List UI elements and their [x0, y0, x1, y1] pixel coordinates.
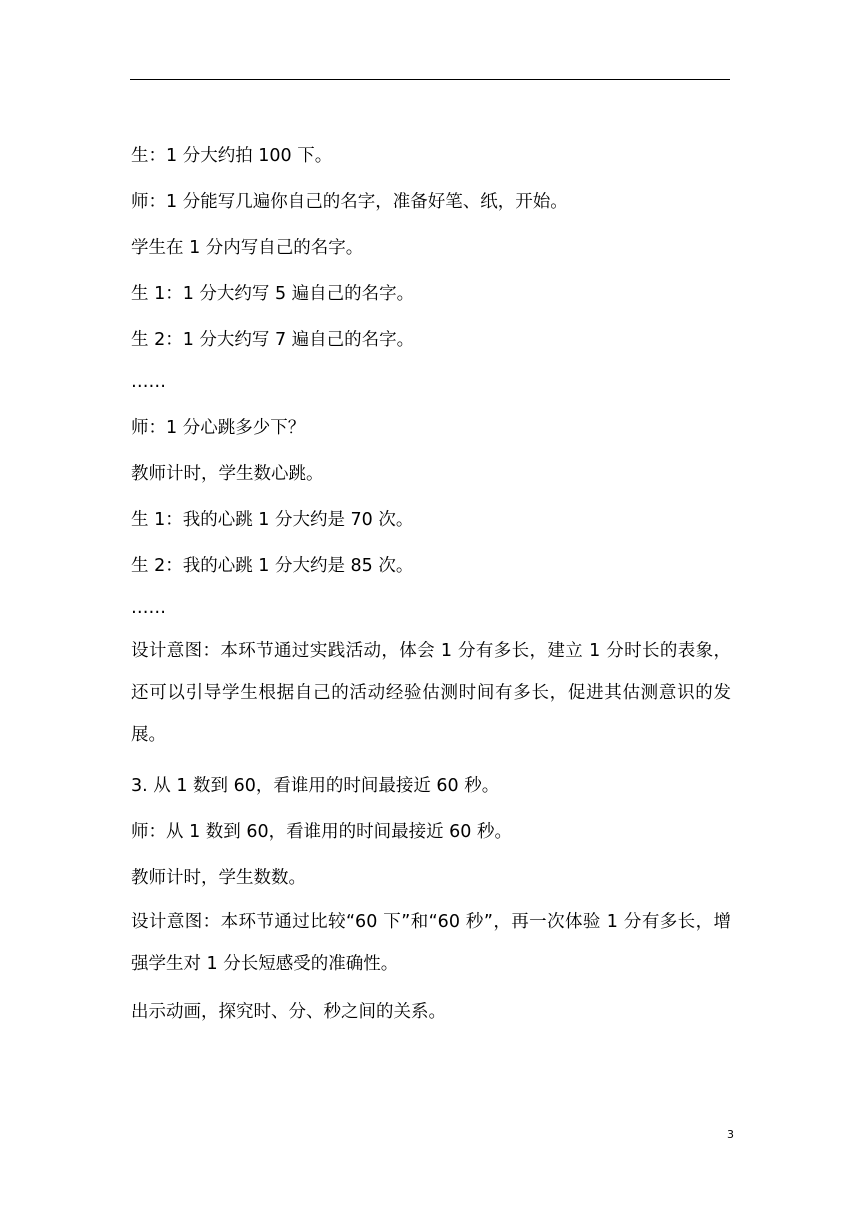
section-heading: 3. 从 1 数到 60，看谁用的时间最接近 60 秒。 [131, 776, 500, 796]
paragraph: 生 1：我的心跳 1 分大约是 70 次。 [131, 510, 414, 530]
paragraph: 生 1：1 分大约写 5 遍自己的名字。 [131, 284, 415, 304]
paragraph: 师：1 分心跳多少下？ [131, 418, 306, 438]
paragraph: 教师计时，学生数心跳。 [131, 464, 324, 484]
paragraph: 师：1 分能写几遍你自己的名字，准备好笔、纸，开始。 [131, 192, 568, 212]
ellipsis-paragraph: …… [131, 372, 166, 392]
page-number: 3 [727, 1128, 734, 1141]
paragraph: 教师计时，学生数数。 [131, 868, 306, 888]
design-intent-paragraph: 设计意图：本环节通过实践活动，体会 1 分有多长，建立 1 分时长的表象，还可以引导学生根据自己的活动经验估测时间有多长，促进其估测意识的发展。 [131, 641, 731, 745]
paragraph: 出示动画，探究时、分、秒之间的关系。 [131, 1002, 446, 1022]
paragraph: 生 2：我的心跳 1 分大约是 85 次。 [131, 556, 414, 576]
paragraph: 生：1 分大约拍 100 下。 [131, 146, 333, 166]
paragraph: 师：从 1 数到 60，看谁用的时间最接近 60 秒。 [131, 822, 512, 842]
ellipsis-paragraph: …… [131, 598, 166, 618]
paragraph: 学生在 1 分内写自己的名字。 [131, 238, 364, 258]
design-intent-paragraph: 设计意图：本环节通过比较“60 下”和“60 秒”，再一次体验 1 分有多长，增强学生对 1 分长短感受的准确性。 [131, 912, 731, 974]
paragraph: 生 2：1 分大约写 7 遍自己的名字。 [131, 330, 415, 350]
